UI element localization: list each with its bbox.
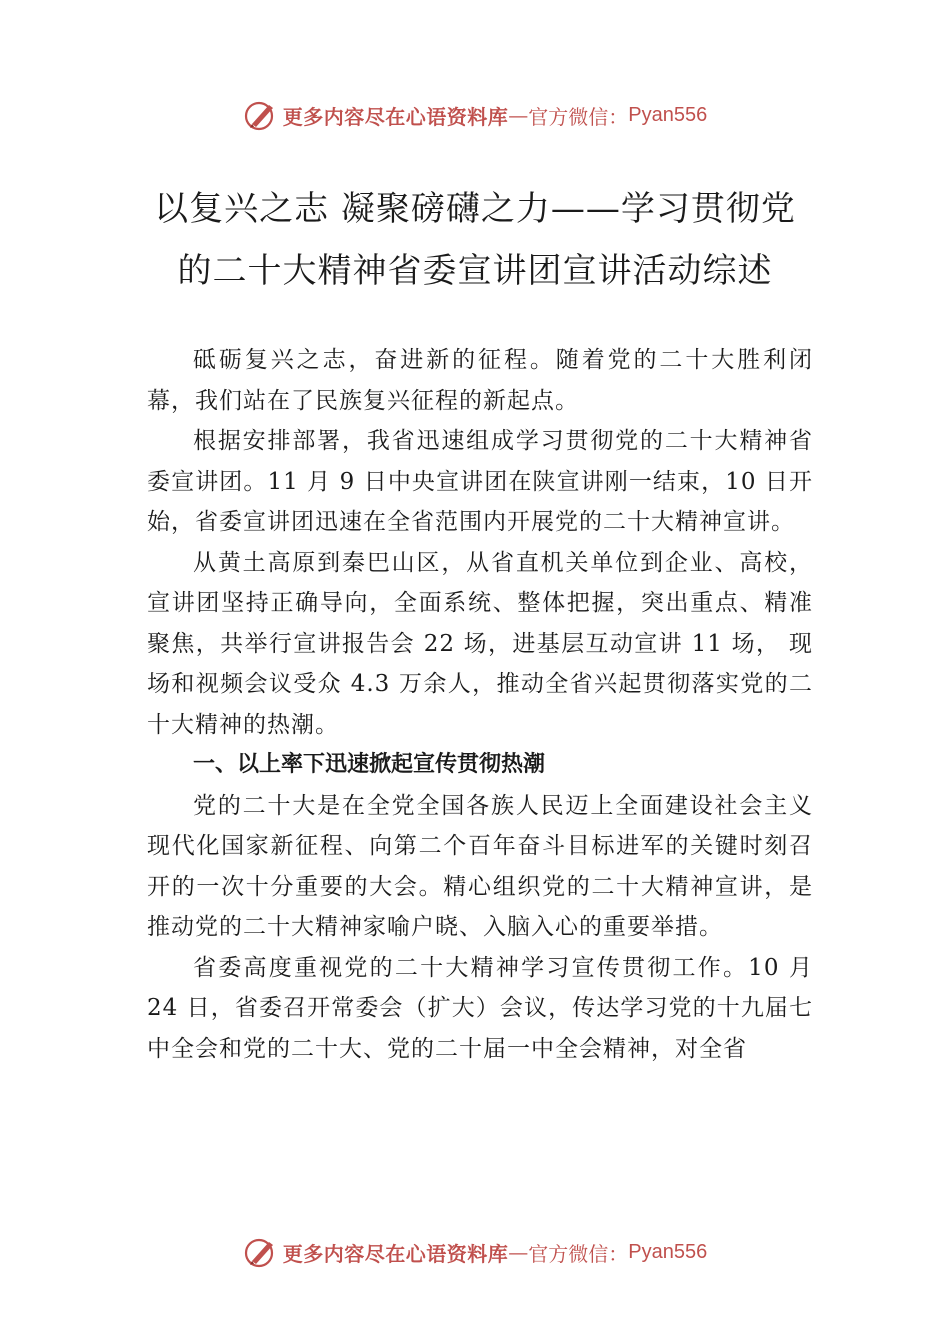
watermark-wechat-id: Pyan556 bbox=[628, 1240, 708, 1263]
watermark-label: 官方微信： bbox=[528, 104, 629, 129]
watermark-text: 更多内容尽在心语资料库 bbox=[282, 1241, 509, 1266]
header-watermark bbox=[0, 95, 950, 135]
watermark-wechat-id: Pyan556 bbox=[628, 103, 708, 126]
title-line-2: 的二十大精神省委宣讲团宣讲活动综述 bbox=[177, 251, 773, 291]
watermark-dash: — bbox=[508, 103, 529, 127]
watermark-text: 更多内容尽在心语资料库 bbox=[282, 104, 509, 129]
paragraph: 砥砺复兴之志，奋进新的征程。随着党的二十大胜利闭幕，我们站在了民族复兴征程的新起点。 bbox=[147, 347, 813, 414]
pen-logo-icon bbox=[243, 1234, 279, 1270]
section-heading: 一、以上率下迅速掀起宣传贯彻热潮 bbox=[193, 752, 546, 777]
footer-watermark bbox=[0, 1232, 950, 1272]
paragraph: 党的二十大是在全党全国各族人民迈上全面建设社会主义现代化国家新征程、向第二个百年奋斗目标进军的关键时刻召开的一次十分重要的大会。精心组织党的二十大精神宣讲，是推动党的二十大精神家喻户晓、入脑入心的重要举措。 bbox=[147, 792, 813, 940]
paragraph: 根据安排部署，我省迅速组成学习贯彻党的二十大精神省委宣讲团。11 月 9 日中央宣讲团在陕宣讲刚一结束，10 日开始，省委宣讲团迅速在全省范围内开展党的二十大精神宣讲。 bbox=[147, 428, 813, 535]
watermark-dash: — bbox=[508, 1240, 529, 1264]
paragraph: 从黄土高原到秦巴山区，从省直机关单位到企业、高校，宣讲团坚持正确导向，全面系统、整体把握，突出重点、精准聚焦，共举行宣讲报告会 22 场，进基层互动宣讲 11 场， 现场和视频会议受众 4.3 万余人，推动全省兴起贯彻落实党的二十大精神的热潮。 bbox=[147, 549, 813, 738]
title-line-1: 以复兴之志 凝聚磅礴之力——学习贯彻党 bbox=[154, 189, 796, 229]
watermark-label: 官方微信： bbox=[528, 1241, 629, 1266]
document-title bbox=[0, 178, 950, 302]
document-body bbox=[147, 340, 813, 1069]
pen-logo-icon bbox=[243, 97, 279, 133]
paragraph: 省委高度重视党的二十大精神学习宣传贯彻工作。10 月 24 日，省委召开常委会（扩大）会议，传达学习党的十九届七中全会和党的二十大、党的二十届一中全会精神，对全省 bbox=[147, 954, 813, 1062]
